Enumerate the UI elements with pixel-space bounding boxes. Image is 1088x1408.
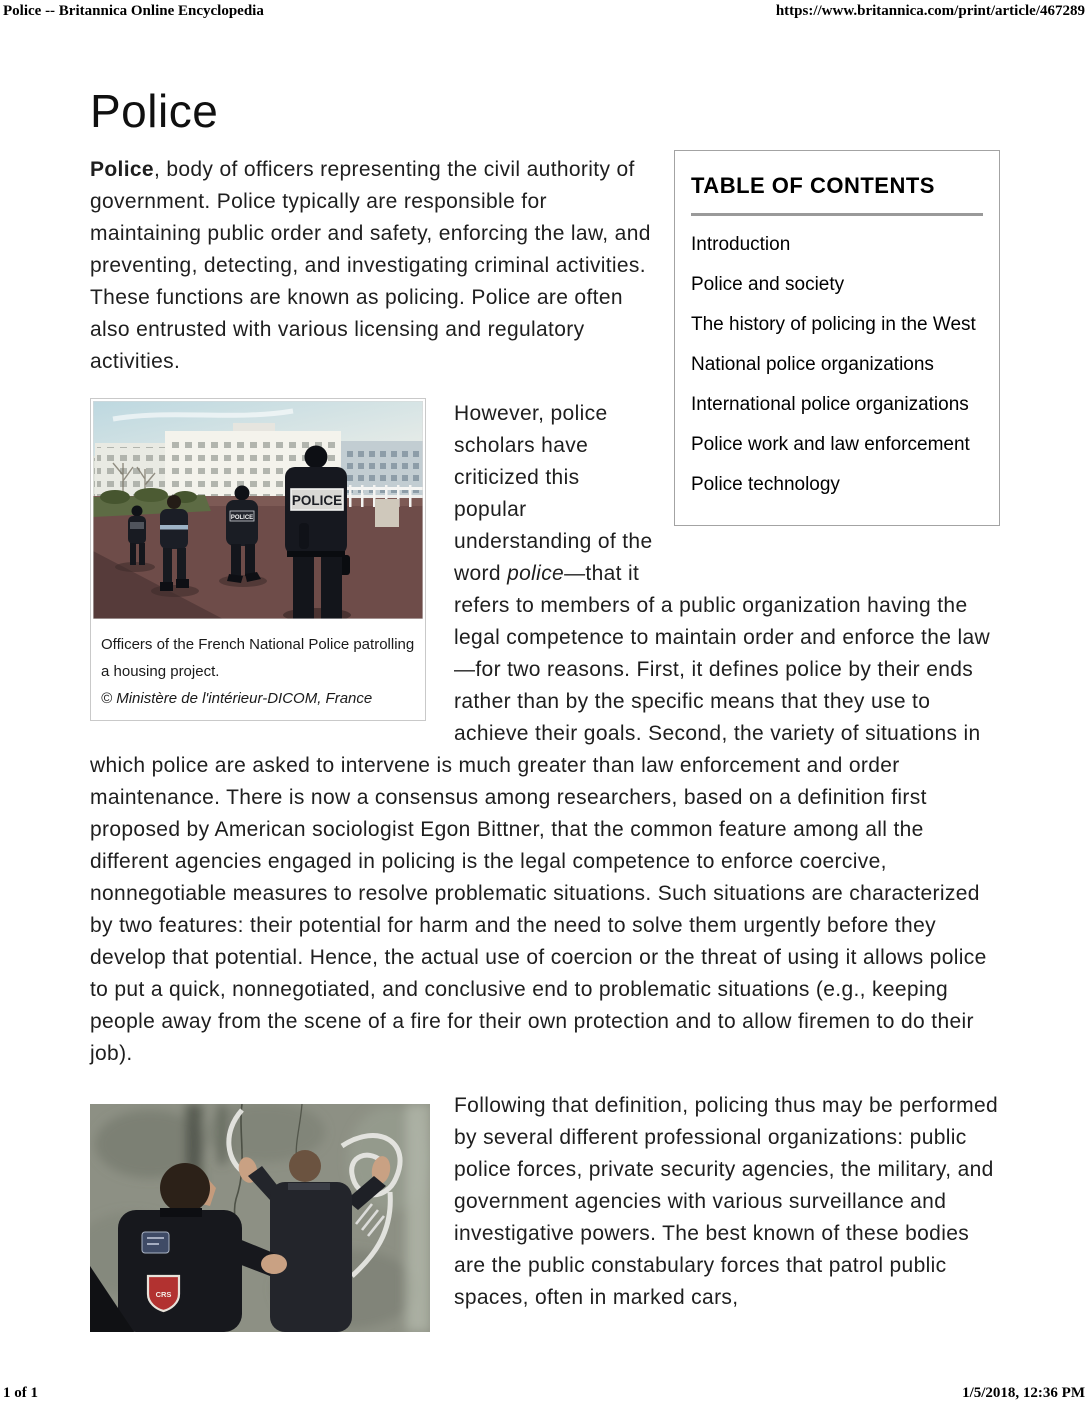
toc-item-history-of-policing[interactable]: The history of policing in the West [691, 314, 976, 335]
footer-page-number: 1 of 1 [3, 1385, 38, 1401]
toc-title: TABLE OF CONTENTS [691, 173, 935, 198]
police-search-photo [90, 1104, 430, 1332]
italic-term: police [507, 562, 565, 585]
footer-timestamp: 1/5/2018, 12:36 PM [962, 1385, 1085, 1401]
body-paragraph-2: Following that definition, policing thus may be performed by several different professional organizations: public police forces, private security agencies, the military, and government agencies with various surveillance and investigative powers. The best known of these bodies are the public constabulary forces that patrol public spaces, often in marked cars, [454, 1094, 999, 1309]
police-patrol-photo [93, 401, 423, 619]
svg-text:CRS: CRS [155, 1290, 172, 1299]
toc-divider [691, 213, 983, 216]
toc-item-police-work[interactable]: Police work and law enforcement [691, 434, 970, 455]
print-footer [3, 1385, 1085, 1402]
figure-credit: © Ministère de l'intérieur-DICOM, France [101, 690, 373, 707]
figure-police-patrol [90, 398, 426, 721]
toc-list [691, 234, 983, 495]
header-url: https://www.britannica.com/print/article/467289 [775, 3, 1085, 19]
header-document-title: Police -- Britannica Online Encyclopedia [3, 3, 264, 19]
toc-item-police-and-society[interactable]: Police and society [691, 274, 845, 295]
toc-item-police-technology[interactable]: Police technology [691, 474, 840, 495]
toc-item-introduction[interactable]: Introduction [691, 234, 791, 255]
table-of-contents [674, 150, 1000, 526]
caption-text: Officers of the French National Police patrolling a housing project. [101, 636, 415, 680]
intro-lead-term: Police [90, 158, 154, 181]
article [90, 0, 1000, 1334]
body-paragraph: However, police scholars have criticized this popular understanding of the word police—that it refers to members of a public organization having the legal competence to maintain order and enforce the law—for two reasons. First, it defines police by their ends rather than by the specific means that they use to achieve their goals. Second, the variety of situations in which police are asked to intervene is much greater than law enforcement and order maintenance. There is now a consensus among researchers, based on a definition first proposed by American sociologist Egon Bittner, that the common feature among all the different agencies engaged in policing is the legal competence to enforce coercive, nonnegotiable measures to resolve problematic situations. Such situations are characterized by two features: their potential for harm and the need to solve them urgently before they develop that potential. Hence, the actual use of coercion or the threat of using it allows police to put a quick, nonnegotiated, and conclusive end to problematic situations (e.g., keeping people away from the scene of a fire for their own protection and to allow firemen to do their job). [90, 402, 991, 1065]
toc-item-international-police-organizations[interactable]: International police organizations [691, 394, 969, 415]
figure-police-search [90, 1104, 430, 1332]
page-title: Police [90, 85, 219, 137]
figure-caption [93, 631, 423, 712]
toc-item-national-police-organizations[interactable]: National police organizations [691, 354, 934, 375]
svg-text:POLICE: POLICE [291, 493, 343, 508]
svg-text:POLICE: POLICE [230, 515, 254, 521]
intro-paragraph: Police, body of officers representing the civil authority of government. Police typically are responsible for maintaining public order and safety, enforcing the law, and preventing, detecting, and investigating criminal activities. These functions are known as policing. Police are often also entrusted with various licensing and regulatory activities. [90, 158, 651, 373]
